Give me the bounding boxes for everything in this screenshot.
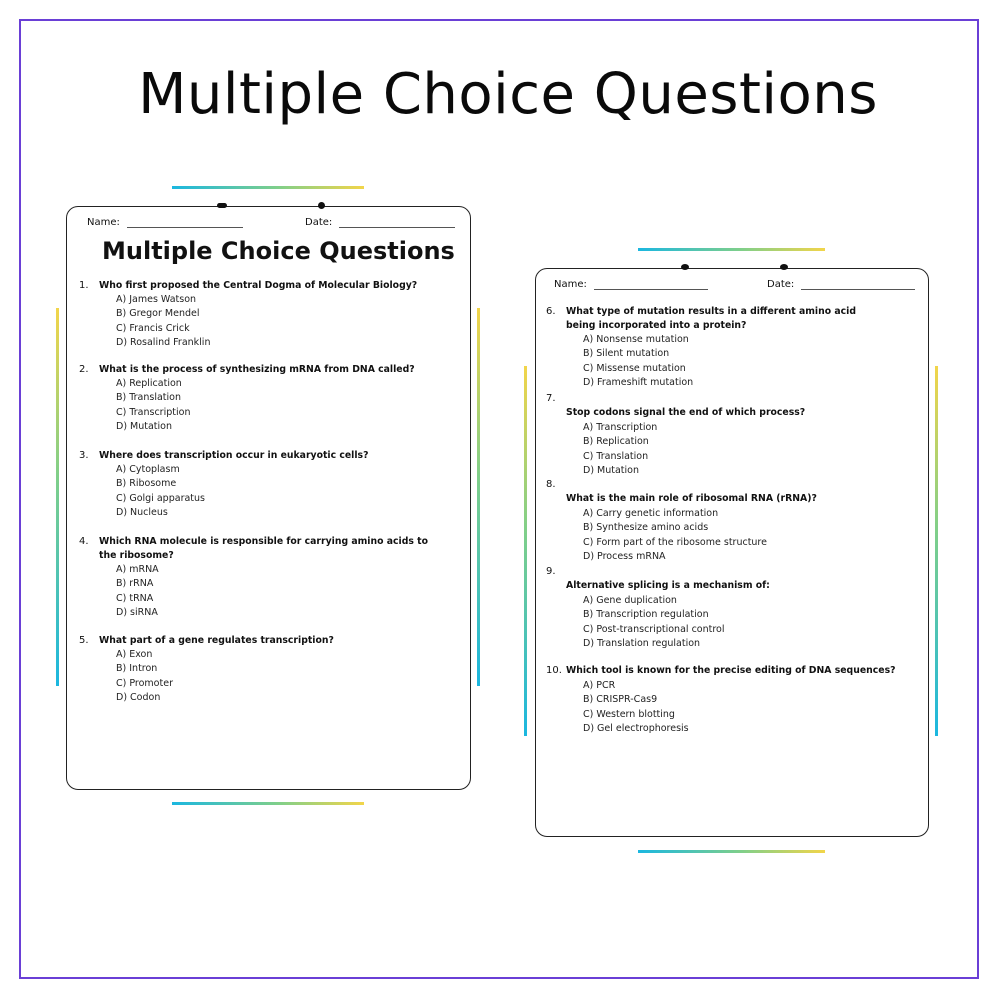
question-number: 9. xyxy=(546,566,556,577)
answer-option[interactable]: B) Ribosome xyxy=(116,478,177,490)
name-label: Name: xyxy=(87,217,120,228)
accent-bar-top-right xyxy=(638,248,825,251)
question-text: Alternative splicing is a mechanism of: xyxy=(566,580,770,591)
accent-bar-left-inner xyxy=(477,308,480,686)
question-text: What is the process of synthesizing mRNA from DNA called? xyxy=(99,364,415,375)
answer-option[interactable]: D) Process mRNA xyxy=(583,550,666,562)
answer-option[interactable]: A) Carry genetic information xyxy=(583,508,719,519)
answer-option[interactable]: C) Francis Crick xyxy=(116,322,190,334)
question-text: Who first proposed the Central Dogma of Molecular Biology? xyxy=(99,280,418,291)
date-label: Date: xyxy=(767,279,795,290)
answer-option[interactable]: A) mRNA xyxy=(116,564,159,575)
answer-option[interactable]: B) rRNA xyxy=(116,578,154,590)
question-number: 8. xyxy=(546,479,556,490)
question-number: 1. xyxy=(79,280,89,291)
worksheet-page-2 xyxy=(535,268,929,837)
answer-option[interactable]: C) Translation xyxy=(583,450,649,462)
answer-option[interactable]: C) Promoter xyxy=(116,677,173,689)
question-text: What part of a gene regulates transcription? xyxy=(99,635,334,646)
date-field xyxy=(305,217,455,228)
question-number: 7. xyxy=(546,393,556,404)
date-input-line[interactable] xyxy=(801,279,915,290)
binder-ring-icon xyxy=(217,203,227,208)
binder-ring-icon xyxy=(780,264,788,270)
answer-option[interactable]: A) Replication xyxy=(116,378,182,389)
binder-ring-icon xyxy=(318,202,325,209)
answer-option[interactable]: A) Exon xyxy=(116,649,153,660)
answer-option[interactable]: B) Synthesize amino acids xyxy=(583,522,709,534)
answer-option[interactable]: A) Transcription xyxy=(583,422,658,433)
accent-bar-top-left xyxy=(172,186,364,189)
answer-option[interactable]: D) Mutation xyxy=(116,420,173,432)
question-number: 2. xyxy=(79,364,89,375)
question-text: What type of mutation results in a different amino acid being incorporated into a protein? xyxy=(566,306,856,331)
question-number: 10. xyxy=(546,665,562,676)
answer-option[interactable]: A) PCR xyxy=(583,680,616,691)
accent-bar-bottom-left xyxy=(172,802,364,805)
accent-bar-left-outer xyxy=(56,308,59,686)
answer-option[interactable]: D) Mutation xyxy=(583,464,640,476)
worksheet-title: Multiple Choice Questions xyxy=(102,237,455,265)
answer-option[interactable]: D) Rosalind Franklin xyxy=(116,336,211,348)
answer-option[interactable]: C) Golgi apparatus xyxy=(116,492,205,504)
answer-option[interactable]: A) James Watson xyxy=(116,294,197,305)
answer-option[interactable]: B) Intron xyxy=(116,663,158,675)
name-input-line[interactable] xyxy=(594,279,708,290)
date-input-line[interactable] xyxy=(339,217,455,228)
answer-option[interactable]: D) Gel electrophoresis xyxy=(583,722,689,734)
answer-option[interactable]: C) Missense mutation xyxy=(583,362,686,374)
question-text: Which RNA molecule is responsible for carrying amino acids to the ribosome? xyxy=(99,536,428,561)
answer-option[interactable]: B) Transcription regulation xyxy=(583,609,709,621)
answer-option[interactable]: B) Replication xyxy=(583,436,649,448)
binder-ring-icon xyxy=(681,264,689,270)
answer-option[interactable]: D) Nucleus xyxy=(116,506,168,518)
answer-option[interactable]: B) Gregor Mendel xyxy=(116,308,200,320)
question-number: 4. xyxy=(79,536,89,547)
question-text: What is the main role of ribosomal RNA (rRNA)? xyxy=(566,493,817,504)
name-label: Name: xyxy=(554,279,587,290)
answer-option[interactable]: A) Nonsense mutation xyxy=(583,334,689,345)
accent-bar-right-outer xyxy=(524,366,527,736)
question-number: 3. xyxy=(79,450,89,461)
question-number: 5. xyxy=(79,635,89,646)
answer-option[interactable]: C) tRNA xyxy=(116,592,154,604)
answer-option[interactable]: B) CRISPR-Cas9 xyxy=(583,694,658,706)
name-field xyxy=(554,279,708,290)
name-field xyxy=(87,217,243,228)
accent-bar-right-inner xyxy=(935,366,938,736)
answer-option[interactable]: B) Silent mutation xyxy=(583,348,670,360)
answer-option[interactable]: D) Translation regulation xyxy=(583,637,701,649)
date-label: Date: xyxy=(305,217,333,228)
answer-option[interactable]: A) Cytoplasm xyxy=(116,464,180,475)
answer-option[interactable]: B) Translation xyxy=(116,392,182,404)
question-text: Which tool is known for the precise editing of DNA sequences? xyxy=(566,665,896,676)
answer-option[interactable]: C) Post-transcriptional control xyxy=(583,623,725,635)
worksheet-page-1 xyxy=(66,206,471,790)
answer-option[interactable]: D) siRNA xyxy=(116,606,158,618)
accent-bar-bottom-right xyxy=(638,850,825,853)
answer-option[interactable]: A) Gene duplication xyxy=(583,595,677,606)
question-text: Stop codons signal the end of which process? xyxy=(566,407,806,418)
answer-option[interactable]: C) Western blotting xyxy=(583,708,675,720)
question-number: 6. xyxy=(546,306,556,317)
question-text: Where does transcription occur in eukaryotic cells? xyxy=(99,450,369,461)
page-title: Multiple Choice Questions xyxy=(138,62,878,127)
name-input-line[interactable] xyxy=(127,217,243,228)
answer-option[interactable]: D) Codon xyxy=(116,691,161,703)
answer-option[interactable]: D) Frameshift mutation xyxy=(583,376,694,388)
date-field xyxy=(767,279,915,290)
answer-option[interactable]: C) Form part of the ribosome structure xyxy=(583,536,767,548)
answer-option[interactable]: C) Transcription xyxy=(116,406,191,418)
